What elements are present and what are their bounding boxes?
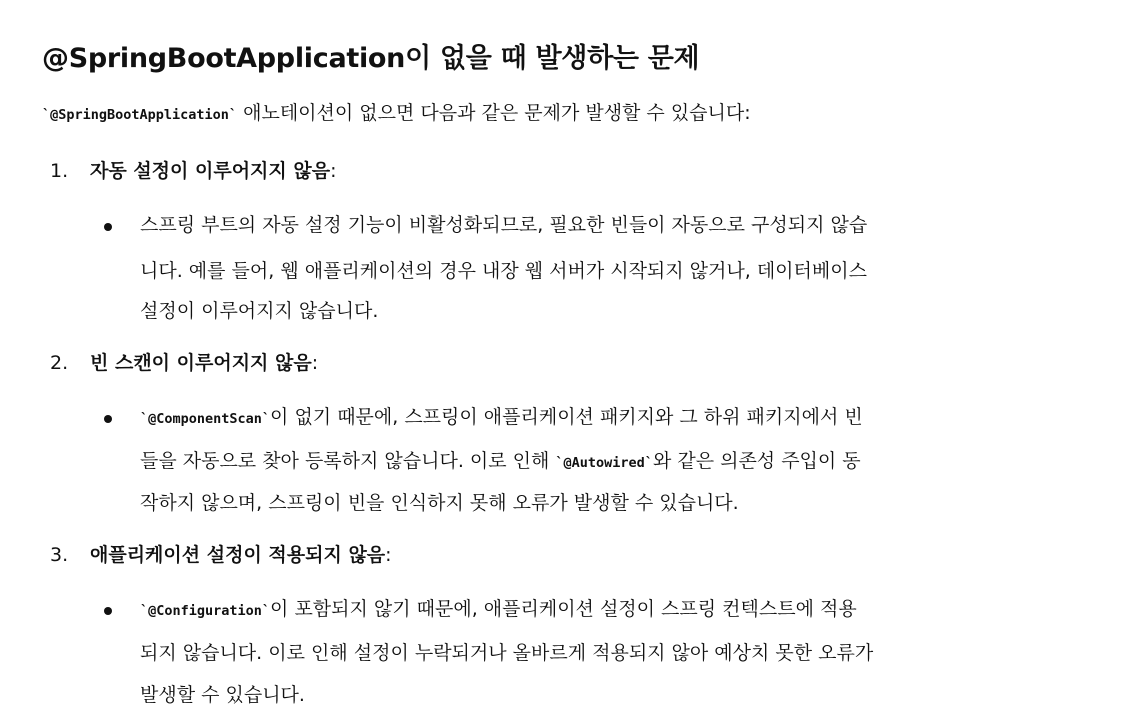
bullet-line: 스프링 부트의 자동 설정 기능이 비활성화되므로, 필요한 빈들이 자동으로 구성되지 않습 [140, 214, 868, 236]
list-item-1 [50, 156, 337, 183]
bullet-line: 작하지 않으며, 스프링이 빈을 인식하지 못해 오류가 발생할 수 있습니다. [140, 492, 739, 514]
bullet-line: 되지 않습니다. 이로 인해 설정이 누락되거나 올바르게 적용되지 않아 예상치 못한 오류가 [140, 642, 874, 664]
bullet-line: 니다. 예를 들어, 웹 애플리케이션의 경우 내장 웹 서버가 시작되지 않거나, 데이터베이스 [140, 260, 867, 282]
bullet-text: 와 같은 의존성 주입이 동 [652, 450, 861, 472]
bullet-dot [104, 607, 112, 615]
bullet-dot [104, 223, 112, 231]
inline-code: `@ComponentScan` [140, 411, 271, 427]
inline-code: `@SpringBootApplication` [42, 107, 238, 123]
list-item-2 [50, 348, 318, 375]
list-number: 3. [50, 544, 69, 566]
bullet-line [140, 594, 857, 621]
list-heading-suffix: : [385, 544, 392, 566]
bullet-text: 이 없기 때문에, 스프링이 애플리케이션 패키지와 그 하위 패키지에서 빈 [270, 406, 863, 428]
list-heading: 애플리케이션 설정이 적용되지 않음 [90, 544, 386, 566]
bullet-line [140, 446, 861, 473]
list-heading: 자동 설정이 이루어지지 않음 [90, 160, 331, 182]
list-heading: 빈 스캔이 이루어지지 않음 [90, 352, 312, 374]
bullet-text: 들을 자동으로 찾아 등록하지 않습니다. 이로 인해 [140, 450, 556, 472]
intro-text: 애노테이션이 없으면 다음과 같은 문제가 발생할 수 있습니다: [237, 102, 751, 124]
list-item-3 [50, 540, 392, 567]
page-title: @SpringBootApplication이 없을 때 발생하는 문제 [42, 43, 700, 74]
bullet-line [140, 402, 863, 429]
list-heading-suffix: : [330, 160, 337, 182]
bullet-line: 설정이 이루어지지 않습니다. [140, 300, 379, 322]
list-number: 2. [50, 352, 69, 374]
bullet-dot [104, 415, 112, 423]
list-number: 1. [50, 160, 69, 182]
list-heading-suffix: : [311, 352, 319, 374]
bullet-text: 이 포함되지 않기 때문에, 애플리케이션 설정이 스프링 컨텍스트에 적용 [270, 598, 857, 620]
intro-paragraph [42, 98, 751, 125]
inline-code: `@Autowired` [555, 455, 653, 471]
inline-code: `@Configuration` [140, 603, 271, 619]
bullet-line: 발생할 수 있습니다. [140, 684, 305, 706]
